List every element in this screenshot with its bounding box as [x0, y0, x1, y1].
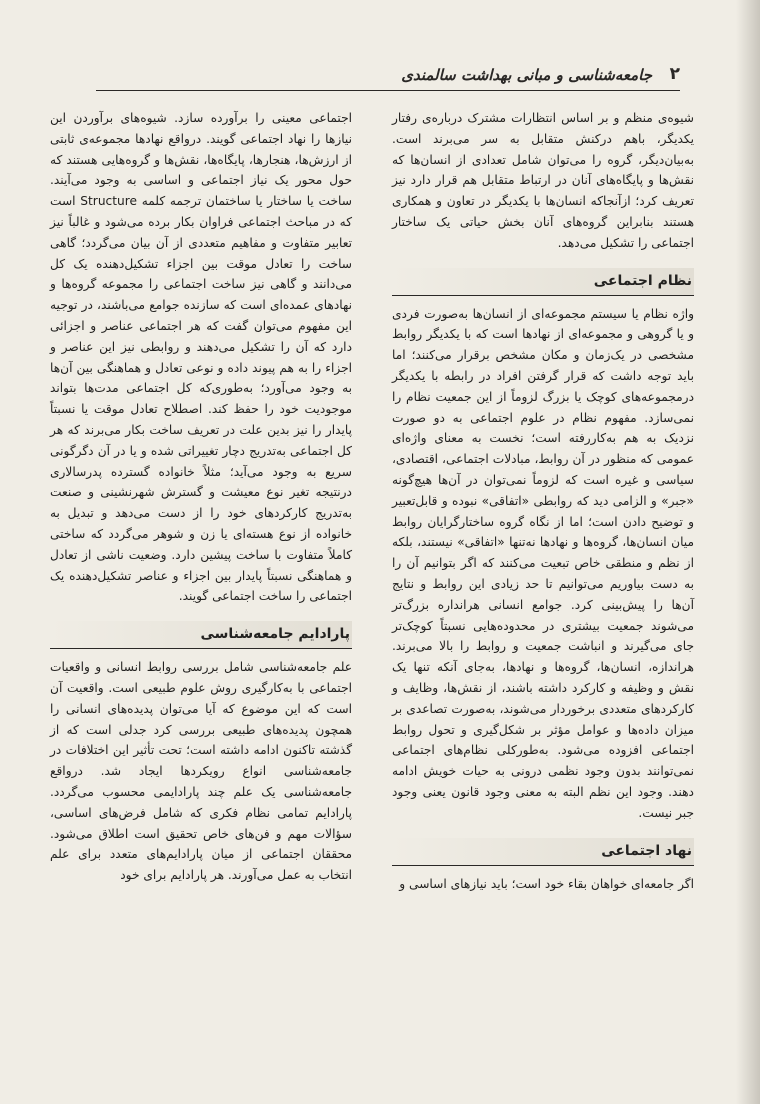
social-system-paragraph: واژه نظام یا سیستم مجموعه‌ای از انسان‌ها به‌صورت فردی و یا گروهی و مجموعه‌ای از نهادها است که با یکدیگر روابط مشخصی در یک‌زمان و مکان مشخص برقرار می‌کنند؛ اما باید توجه داشت که قرار گرفتن افراد در رابطه با یکدیگر درمجموعه‌های کوچک یا بزرگ لزوماً از این جمعیت نظام را نمی‌سازد. مفهوم نظام در علوم اجتماعی به دو صورت نزدیک به هم به‌کاررفته است؛ نخست به معنای واژه‌ای عمومی که منظور در آن روابط، مبادلات اجتماعی، اقتصادی، سیاسی و غیره است که لزوماً نمی‌توان در آن‌ها هیچ‌گونه «جبر» و الزامی دید که روابطی «اتفاقی» نبوده و قابل‌تعبیر و توضیح دادن است؛ اما از نگاه گروه ساختارگرایان روابط میان انسان‌ها، گروه‌ها و نهادها نه‌تنها «اتفاقی» نیستند، بلکه از نظم و منطقی خاص تبعیت می‌کنند که اگر بتوانیم آن را به دست بیاوریم می‌توانیم تا حد زیادی این روابط و نتایج آن‌ها را پیش‌بینی کرد. جوامع انسانی هرانداره بزرگ‌تر می‌شوند جمعیت بیشتری در محدوده‌هایی نسبتاً کوچک‌تر جای می‌گیرند و انباشت جمعیت و روابط را بالا می‌برند. هراندازه، انسان‌ها، گروه‌ها و نهادها، به‌جای آنکه تنها یک نقش و وظیفه و کارکرد داشته باشند، از نقش‌ها، وظایف و کارکردهای متعددی برخوردار می‌شوند، به‌صورت تصاعدی بر میزان داده‌ها و عوامل مؤثر بر شکل‌گیری و تحول روابط اجتماعی افزوده می‌شود. به‌طورکلی نظام‌های اجتماعی نمی‌توانند بدون وجود نظمی درونی به حیات خویش ادامه دهند. وجود این نظم البته به معنی وجود قانون یعنی وجود جبر نیست.	[392, 306, 694, 820]
section-heading-social-institution: نهاد اجتماعی	[392, 838, 694, 866]
section-heading-sociology-paradigm: پارادایم جامعه‌شناسی	[50, 621, 352, 649]
left-column	[50, 108, 352, 886]
running-header	[96, 62, 680, 92]
social-institution-paragraph: اگر جامعه‌ای خواهان بقاء خود است؛ باید نیازهای اساسی و	[399, 876, 694, 891]
page-gutter-shadow	[736, 0, 760, 1104]
page-number: ۲	[669, 64, 680, 84]
header-rule	[96, 90, 680, 91]
right-column	[392, 108, 694, 894]
book-title: جامعه‌شناسی و مبانی بهداشت سالمندی	[401, 66, 652, 84]
sociology-paradigm-paragraph: علم جامعه‌شناسی شامل بررسی روابط انسانی و واقعیات اجتماعی با به‌کارگیری روش علوم طبیعی است. واقعیت آن است که این موضوع که آیا می‌توان پدیده‌های انسانی را همچون پدیده‌های طبیعی بررسی کرد جدلی است که از گذشته تاکنون ادامه داشته است؛ تحت تأثیر این اختلافات در جامعه‌شناسی انواع رویکردها ایجاد شد. درواقع جامعه‌شناسی یک علم چند پارادایمی محسوب می‌گردد. پارادایم تمامی نظام فکری که شامل فرض‌های اساسی، سؤالات مهم و فن‌های خاص تحقیق است اطلاق می‌شود. محققان اجتماعی از میان پارادایم‌های متعدد برای علم انتخاب به عمل می‌آورند. هر پارادایم برای خود	[50, 660, 352, 883]
left-intro-paragraph: اجتماعی معینی را برآورده سازد. شیوه‌های برآوردن این نیازها را نهاد اجتماعی گویند. درواقع نهادها مجموعه‌ی ثابتی از ارزش‌ها، هنجارها، پایگاه‌ها، نقش‌ها و گروه‌هایی هستند که حول محور یک نیاز اجتماعی و اساسی به وجود می‌آیند. ساخت یا ساختار یا ساختمان ترجمه کلمه Structure است که در مباحث اجتماعی فراوان بکار برده می‌شود و غالباً نیز تعابیر متفاوت و مفاهیم متعددی از آن بیان می‌گردد؛ گاهی ساخت را تعادل موقت بین اجزاء تشکیل‌دهنده یک کل می‌دانند و گاهی نیز ساخت اجتماعی را مجموعه گروه‌ها و نهادهای عمده‌ای است که سازنده جوامع می‌باشند، در توجیه این مفهوم می‌توان گفت که هر اجتماعی عناصر و اجزائی دارد که آن را تشکیل می‌دهند و روابطی نیز این عناصر و اجزاء را به هم پیوند داده و نوعی تعادل و هماهنگی بین آن‌ها به وجود می‌آورد؛ به‌طوری‌که کل اجتماعی مدت‌ها بتواند موجودیت خود را حفظ کند. اصطلاح تعادل موقت یا نسبتاً پایدار را نیز بدین علت در تعریف ساخت بکار می‌برند که هر کل اجتماعی به‌تدریج دچار تغییراتی شده و یا در آن دگرگونی سریع به وجود می‌آید؛ مثلاً خانواده گسترده پدرسالاری درنتیجه تغیر نوع معیشت و گسترش شهرنشینی و صنعت به‌تدریج کارکردهای خود را از دست می‌دهد و تبدیل به خانواده از نوع هسته‌ای یا زن و شوهر می‌گردد که ساختی کاملاً متفاوت با ساخت پیشین دارد. وضعیت ناشی از تعادل و هماهنگی نسبتاً پایدار بین اجزاء و عناصر تشکیل‌دهنده یک اجتماعی را ساخت اجتماعی گویند.	[50, 111, 352, 604]
right-intro-paragraph: شیوه‌ی منظم و بر اساس انتظارات مشترک درباره‌ی رفتار یکدیگر، باهم درکنش متقابل به سر می‌برند است. به‌بیان‌دیگر، گروه را می‌توان شامل تعدادی از انسان‌ها که نقش‌ها و پایگاه‌های آنان در ارتباط متقابل هم قرار دارد نیز تعریف کرد؛ ازآنجاکه انسان‌ها با یکدیگر در تعاون و همکاری هستند بنابراین گروه‌های آنان بخش حیاتی یک ساختار اجتماعی را تشکیل می‌دهد.	[392, 111, 694, 250]
section-heading-social-system: نظام اجتماعی	[392, 268, 694, 296]
